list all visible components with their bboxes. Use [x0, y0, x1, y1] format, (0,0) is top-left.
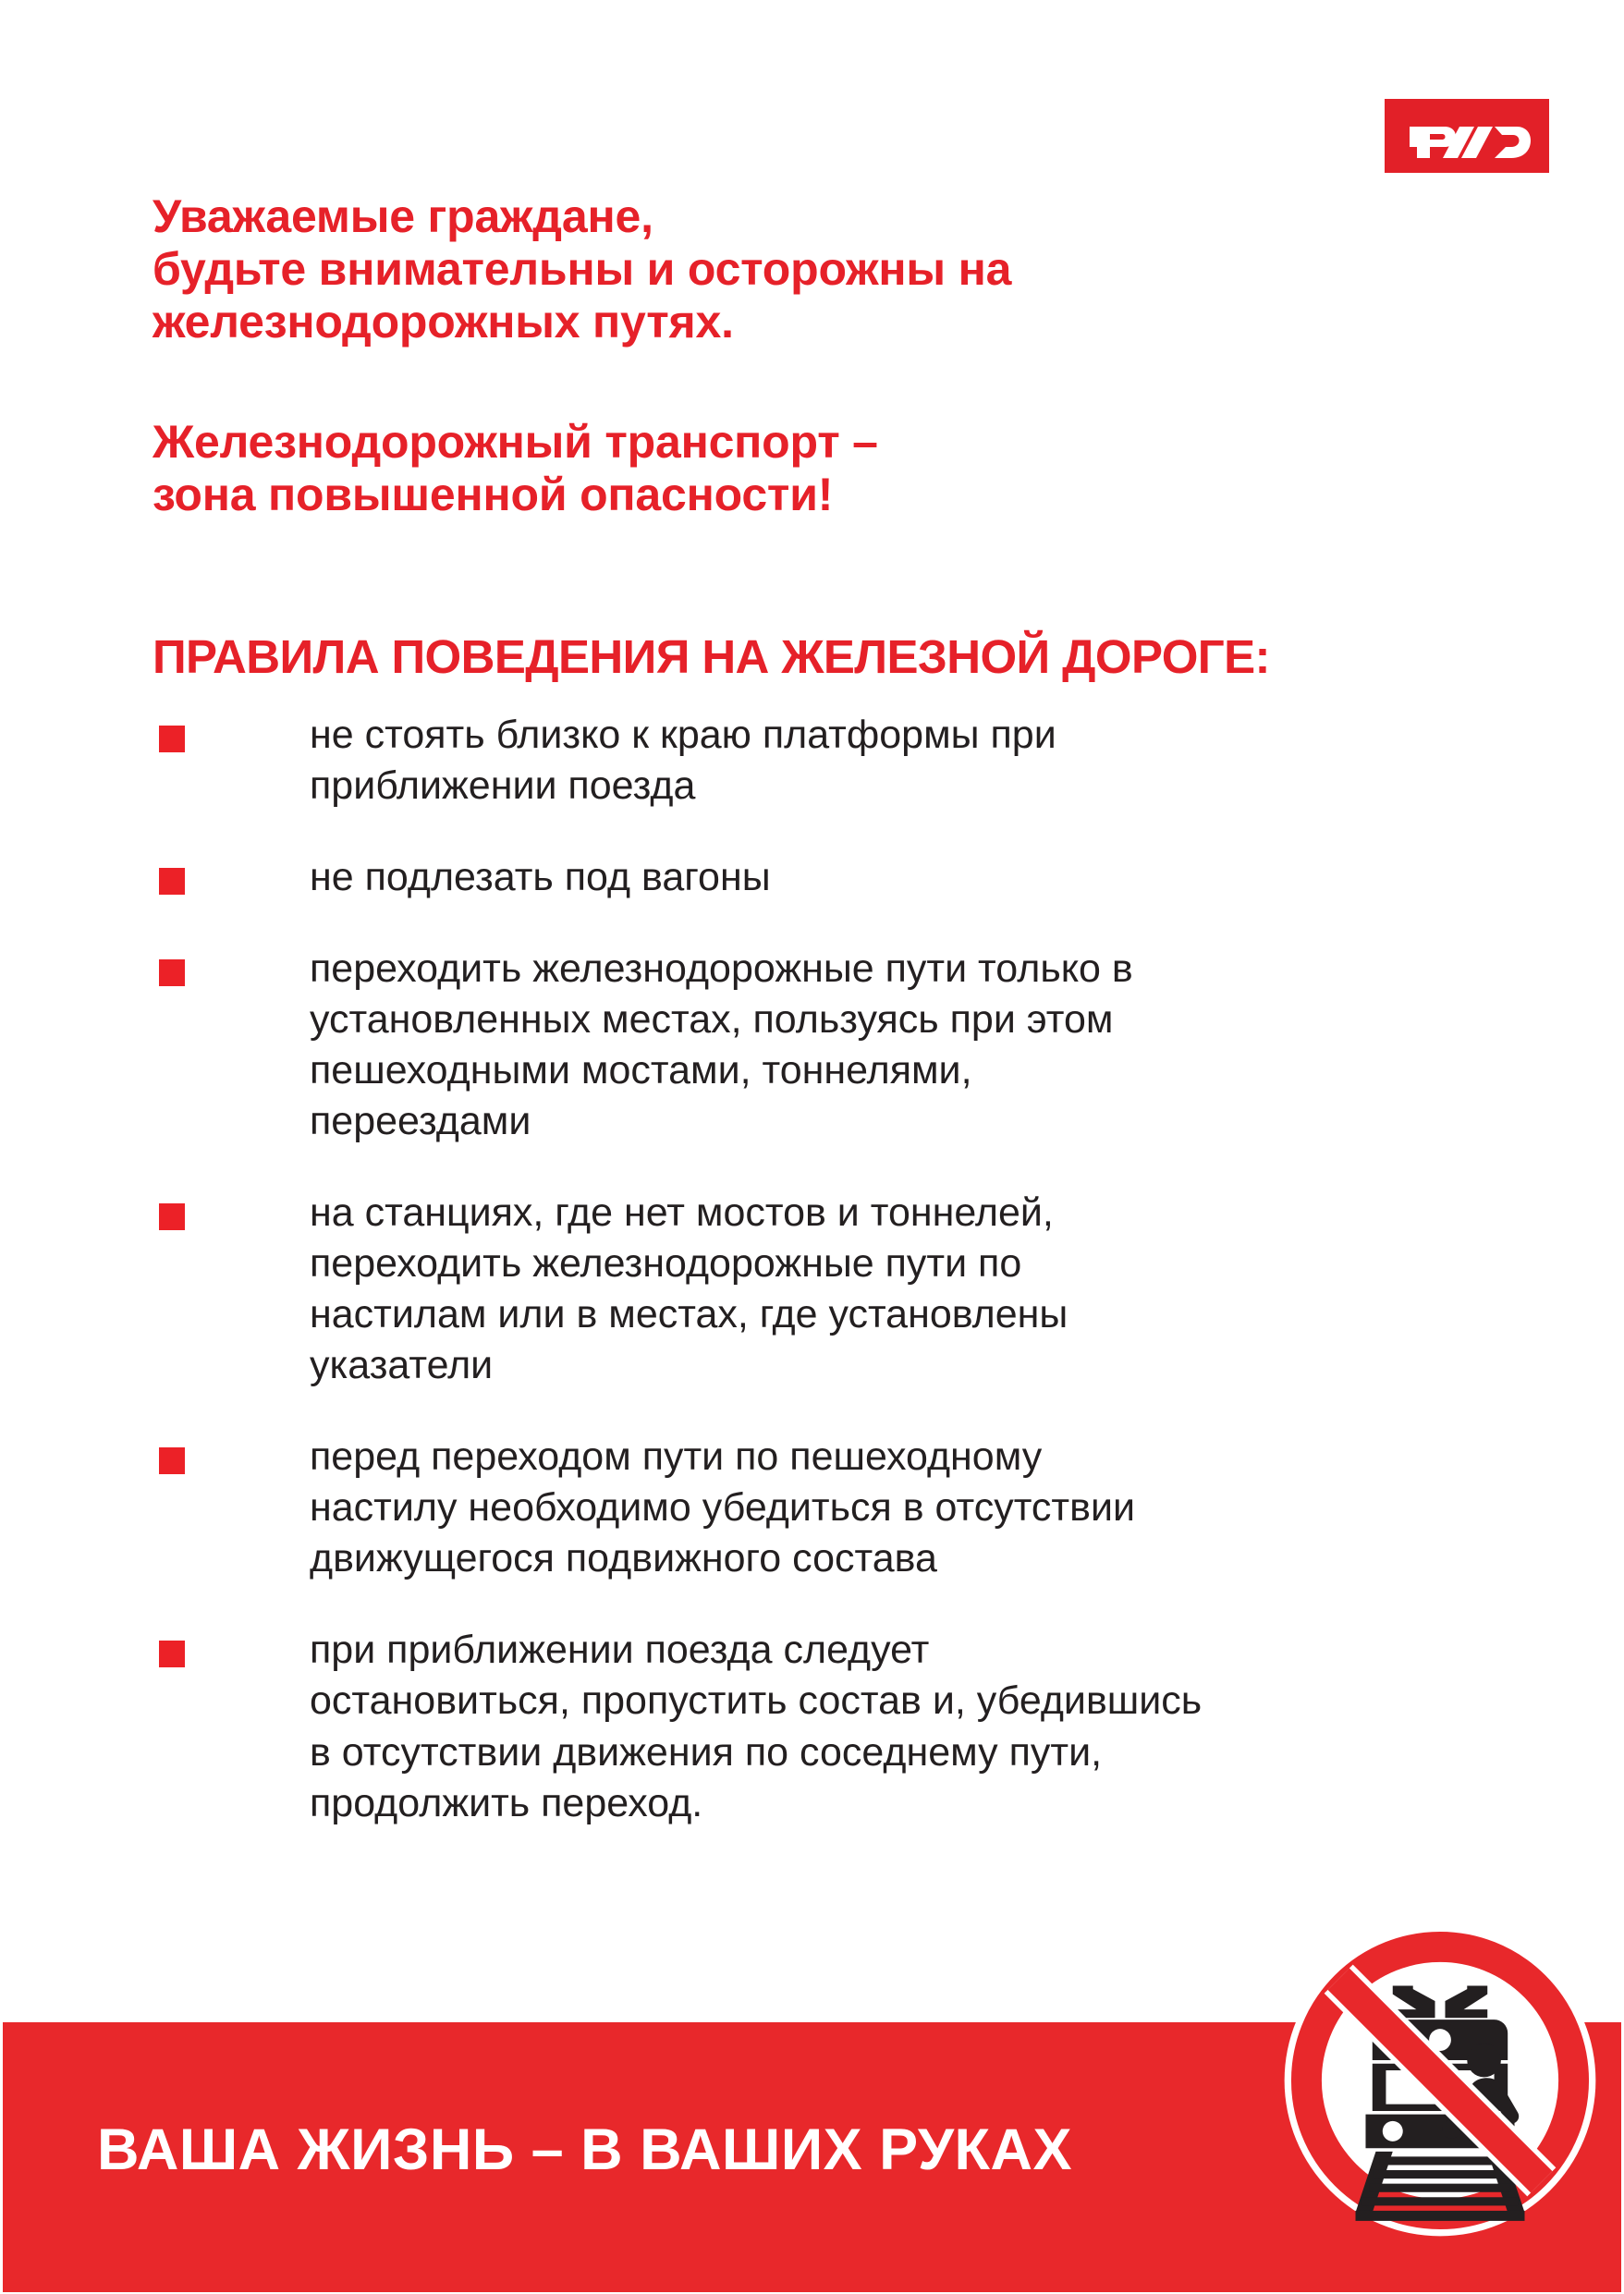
headline-line-2: будьте внимательны и осторожны на	[153, 242, 1012, 295]
rule-line: переходить железнодорожные пути только в	[310, 946, 1133, 992]
list-item	[153, 1432, 1511, 1584]
rules-list	[153, 710, 1511, 1829]
rule-text	[310, 944, 1511, 1147]
rule-line: установленных местах, пользуясь при этом	[310, 997, 1114, 1043]
list-item	[153, 1188, 1511, 1391]
rule-line: настилу необходимо убедиться в отсутствии	[310, 1485, 1136, 1531]
list-item	[153, 852, 1511, 903]
rule-line: не стоять близко к краю платформы при	[310, 713, 1056, 757]
subheadline-line-2: зона повышенной опасности!	[153, 468, 834, 520]
rule-line: движущегося подвижного состава	[310, 1536, 937, 1581]
headline-line-3: железнодорожных путях.	[153, 295, 734, 348]
rule-line: в отсутствии движения по соседнему пути,	[310, 1729, 1103, 1775]
prohibition-sign-svg	[1271, 1911, 1609, 2250]
rule-line: перед переходом пути по пешеходному	[310, 1434, 1043, 1480]
rzd-logo	[1385, 99, 1549, 173]
bullet-square-icon	[159, 868, 185, 895]
rule-line: продолжить переход.	[310, 1780, 703, 1825]
poster-subheadline	[153, 416, 1354, 521]
list-item	[153, 944, 1511, 1147]
bullet-square-icon	[159, 1203, 185, 1230]
rules-section-title: ПРАВИЛА ПОВЕДЕНИЯ НА ЖЕЛЕЗНОЙ ДОРОГЕ:	[153, 630, 1270, 683]
no-crossing-railway-sign-icon	[1271, 1911, 1609, 2250]
headline-line-1: Уважаемые граждане,	[153, 189, 653, 242]
banner-slogan: ВАША ЖИЗНЬ – В ВАШИХ РУКАХ	[97, 2117, 1072, 2182]
rule-text	[310, 1188, 1511, 1391]
bullet-square-icon	[159, 959, 185, 986]
rule-line: настилам или в местах, где установлены	[310, 1292, 1068, 1337]
rule-line: переездами	[310, 1099, 531, 1144]
bullet-square-icon	[159, 726, 185, 752]
bullet-square-icon	[159, 1641, 185, 1667]
rule-line: указатели	[310, 1343, 494, 1388]
rule-line: остановиться, пропустить состав и, убедившись	[310, 1678, 1203, 1724]
poster-headline	[153, 190, 1354, 348]
rzd-logo-icon	[1402, 112, 1532, 160]
rule-text	[310, 1432, 1511, 1584]
rule-text	[310, 852, 1511, 903]
rule-line: переходить железнодорожные пути по	[310, 1241, 1022, 1287]
rule-line: пешеходными мостами, тоннелями,	[310, 1048, 972, 1093]
rule-line: не подлезать под вагоны	[310, 855, 771, 900]
rule-text	[310, 1625, 1511, 1828]
list-item	[153, 710, 1511, 811]
bullet-square-icon	[159, 1447, 185, 1474]
subheadline-line-1: Железнодорожный транспорт –	[153, 415, 878, 468]
rule-line: на станциях, где нет мостов и тоннелей,	[310, 1190, 1054, 1236]
rule-text	[310, 710, 1511, 811]
rule-line: при приближении поезда следует	[310, 1628, 930, 1673]
rule-line: приближении поезда	[310, 763, 696, 809]
list-item	[153, 1625, 1511, 1828]
